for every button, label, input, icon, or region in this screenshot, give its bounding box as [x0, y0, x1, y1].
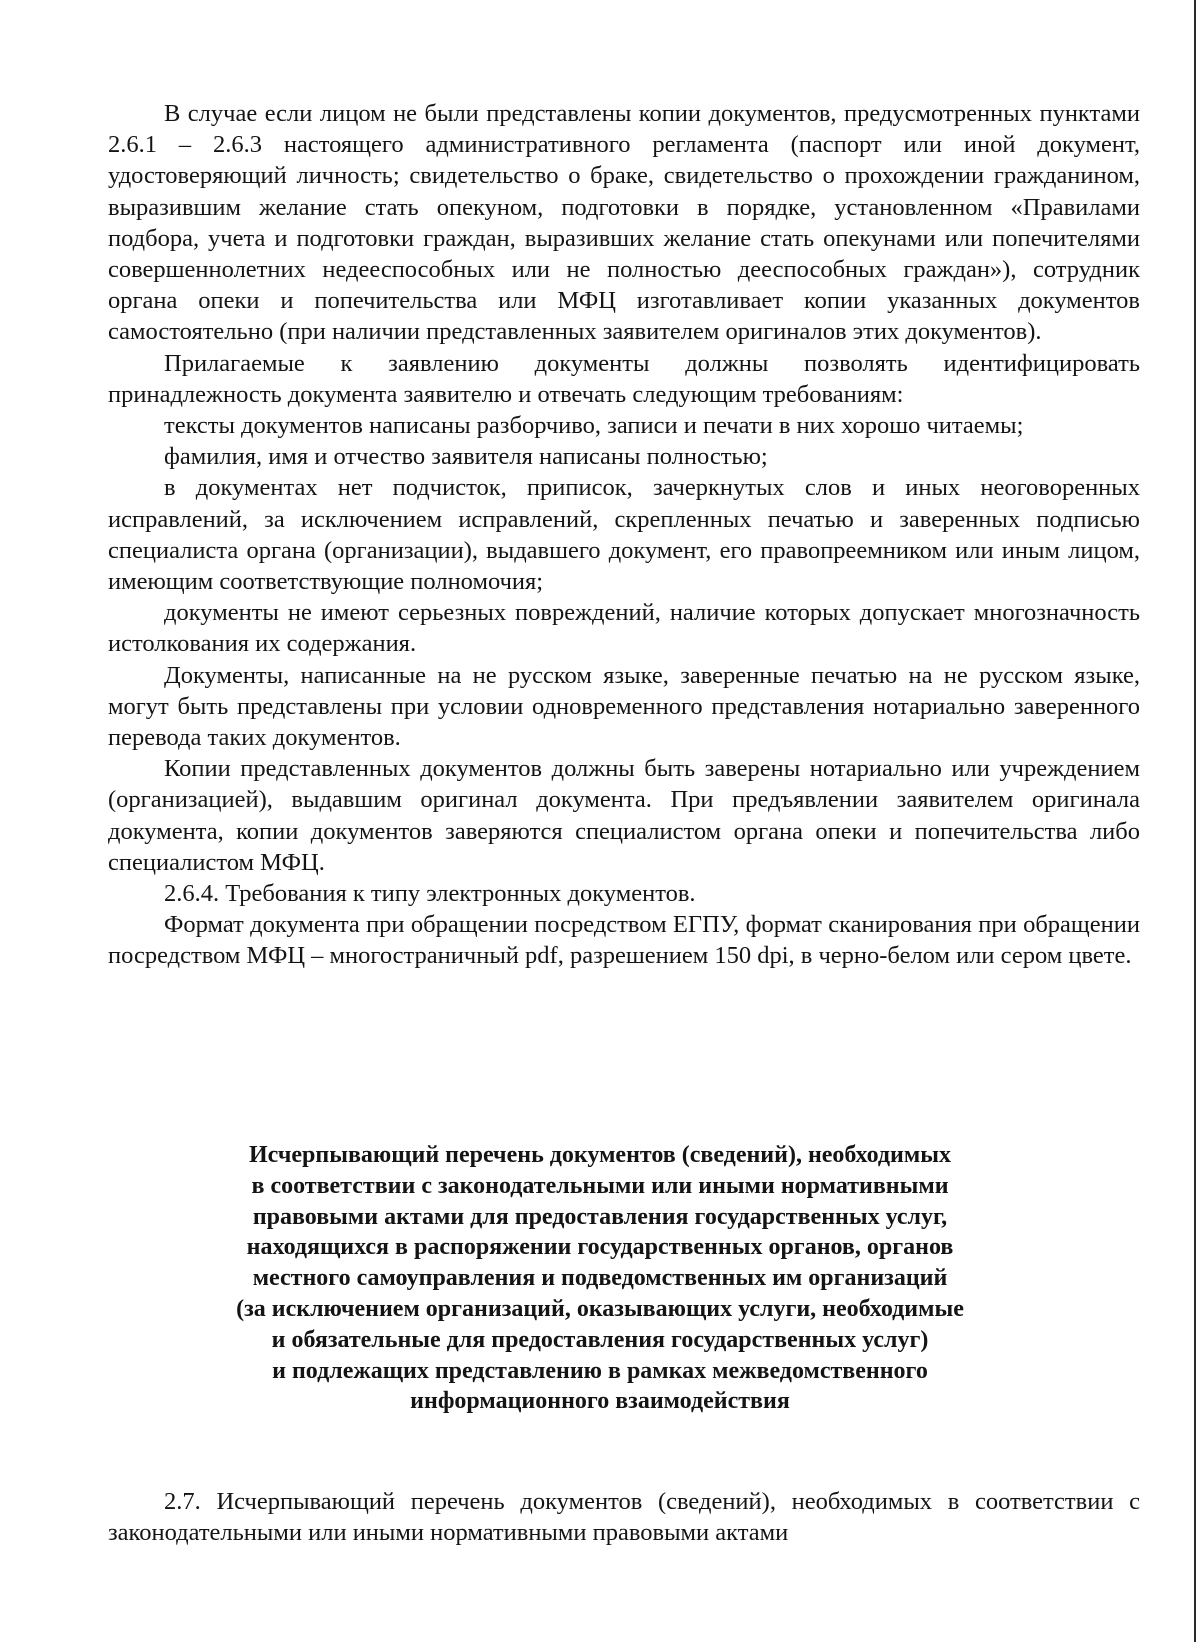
section-heading [150, 1140, 1050, 1417]
paragraph-copies-certification: Копии представленных документов должны быть заверены нотариально или учреждением (организацией), выдавшим оригинал документа. При предъявлении заявителем оригинала документа, копии документов заверяются специалистом органа опеки и попечительства либо специалистом МФЦ. [108, 755, 1140, 876]
heading-line: находящихся в распоряжении государственных органов, органов [246, 1234, 954, 1261]
scan-edge-border [1194, 0, 1196, 1642]
paragraph-file-format: Формат документа при обращении посредством ЕГПУ, формат сканирования при обращении посредством МФЦ – многостраничный pdf, разрешением 150 dpi, в черно-белом или сером цвете. [108, 911, 1140, 970]
heading-line: Исчерпывающий перечень документов (сведений), необходимых [249, 1142, 951, 1168]
paragraph-requirement-legible: тексты документов написаны разборчиво, записи и печати в них хорошо читаемы; [164, 412, 1024, 440]
paragraph-section-2-6-4: 2.6.4. Требования к типу электронных документов. [164, 880, 696, 908]
heading-line: информационного взаимодействия [410, 1388, 790, 1415]
heading-line: и обязательные для предоставления государственных услуг) [271, 1326, 929, 1353]
paragraph-requirement-no-corrections: в документах нет подчисток, приписок, зачеркнутых слов и иных неоговоренных исправлений, за исключением исправлений, скрепленных печатью и заверенных подписью специалиста органа (организации), выдавшего документ, его правопреемником или иным лицом, имеющим соответствующие полномочия; [108, 474, 1140, 596]
paragraph-copies-not-provided: В случае если лицом не были представлены копии документов, предусмотренных пунктами 2.6.1 – 2.6.3 настоящего административного регламента (паспорт или иной документ, удостоверяющий личность; свидетельство о браке, свидетельство о прохождении гражданином, выразившим желание стать опекуном, подготовки в порядке, установленном «Правилами подбора, учета и подготовки граждан, выразивших желание стать опекунами или попечителями совершеннолетних недееспособных или не полностью дееспособных граждан»), сотрудник органа опеки и попечительства или МФЦ изготавливает копии указанных документов самостоятельно (при наличии представленных заявителем оригиналов этих документов). [108, 100, 1140, 346]
paragraph-attached-documents: Прилагаемые к заявлению документы должны позволять идентифицировать принадлежность документа заявителю и отвечать следующим требованиям: [108, 349, 1140, 408]
heading-line: местного самоуправления и подведомственных им организаций [252, 1265, 948, 1292]
section-2-7 [108, 1486, 1140, 1548]
paragraph-section-2-7: 2.7. Исчерпывающий перечень документов (сведений), необходимых в соответствии с законодательными или иными нормативными правовыми актами [108, 1488, 1140, 1547]
heading-line: (за исключением организаций, оказывающих услуги, необходимые [236, 1295, 964, 1322]
paragraph-requirement-full-name: фамилия, имя и отчество заявителя написаны полностью; [164, 443, 768, 471]
heading-line: и подлежащих представлению в рамках межведомственного [272, 1357, 928, 1384]
heading-line: правовыми актами для предоставления государственных услуг, [252, 1203, 948, 1230]
document-body [108, 98, 1140, 972]
heading-line: в соответствии с законодательными или иными нормативными [251, 1172, 949, 1199]
paragraph-requirement-no-damage: документы не имеют серьезных повреждений, наличие которых допускает многозначность истолкования их содержания. [108, 599, 1140, 658]
paragraph-foreign-language-documents: Документы, написанные на не русском языке, заверенные печатью на не русском языке, могут быть представлены при условии одновременного представления нотариально заверенного перевода таких документов. [108, 661, 1140, 752]
